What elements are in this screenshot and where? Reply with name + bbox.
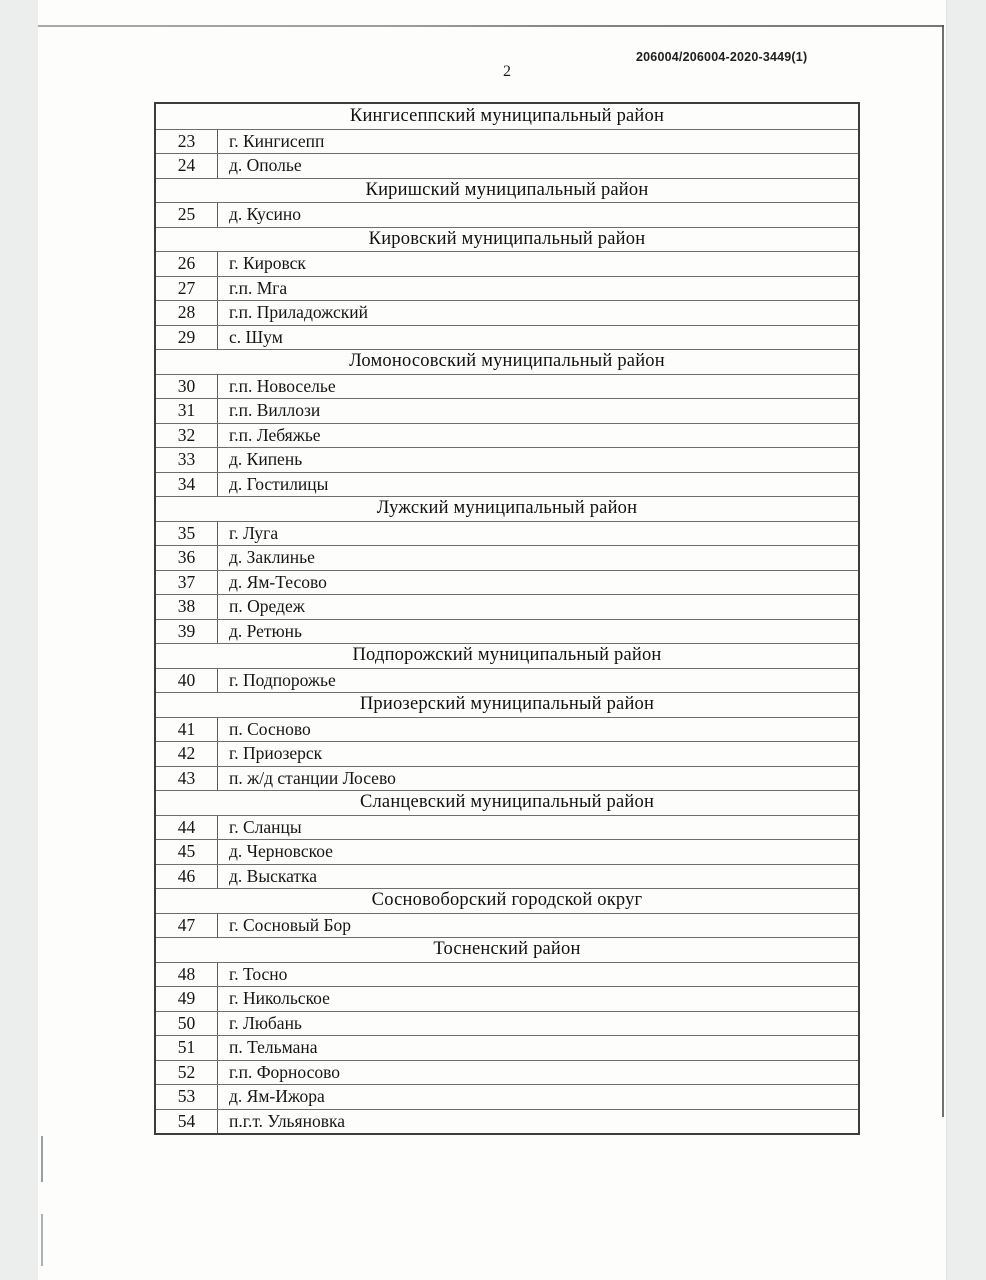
row-number-cell — [156, 742, 218, 766]
table-row — [156, 276, 858, 301]
row-number: 33 — [177, 449, 196, 470]
table-row — [156, 1060, 858, 1085]
row-name: г. Приозерск — [229, 743, 323, 764]
section-title: Ломоносовский муниципальный район — [349, 351, 665, 372]
row-name-cell — [218, 155, 858, 176]
table-row — [156, 521, 858, 546]
row-number: 24 — [177, 155, 196, 176]
row-name: д. Гостилицы — [229, 473, 329, 494]
row-number: 53 — [177, 1086, 196, 1107]
row-number-cell — [156, 154, 218, 178]
row-name-cell — [218, 841, 858, 862]
row-name: г. Кировск — [229, 253, 306, 274]
row-number-cell — [156, 595, 218, 619]
row-number: 27 — [177, 277, 196, 298]
row-name: д. Ополье — [229, 155, 302, 176]
row-number: 32 — [177, 424, 196, 445]
section-title: Киришский муниципальный район — [365, 179, 649, 200]
row-number-cell — [156, 1085, 218, 1109]
row-name-cell — [218, 1013, 858, 1034]
row-name: п. Сосново — [229, 718, 311, 739]
row-name: п. Тельмана — [229, 1037, 318, 1058]
row-number-cell — [156, 987, 218, 1011]
row-name: г.п. Новоселье — [229, 375, 336, 396]
row-number: 29 — [177, 326, 196, 347]
table-row — [156, 864, 858, 889]
row-number: 37 — [177, 571, 196, 592]
section-header-row — [156, 937, 858, 962]
row-name-cell — [218, 1062, 858, 1083]
row-name: г. Кингисепп — [229, 130, 325, 151]
table-row — [156, 325, 858, 350]
table-row — [156, 545, 858, 570]
row-number-cell — [156, 571, 218, 595]
table-row — [156, 300, 858, 325]
row-name: г. Никольское — [229, 988, 330, 1009]
row-name-cell — [218, 1037, 858, 1058]
section-header-row — [156, 643, 858, 668]
row-name-cell — [218, 425, 858, 446]
scan-artifact — [41, 1214, 43, 1266]
row-name-cell — [218, 400, 858, 421]
row-name: п. Оредеж — [229, 596, 305, 617]
row-number: 42 — [177, 743, 196, 764]
table-row — [156, 913, 858, 938]
row-name: д. Выскатка — [229, 865, 318, 886]
row-number: 38 — [177, 596, 196, 617]
table-row — [156, 472, 858, 497]
table-row — [156, 1035, 858, 1060]
table-row — [156, 668, 858, 693]
row-number: 46 — [177, 865, 196, 886]
row-name-cell — [218, 743, 858, 764]
section-header-row — [156, 178, 858, 203]
table-row — [156, 1011, 858, 1036]
row-number-cell — [156, 718, 218, 742]
row-name: г. Сланцы — [229, 816, 302, 837]
row-name-cell — [218, 1086, 858, 1107]
row-name: г.п. Виллози — [229, 400, 321, 421]
table-row — [156, 202, 858, 227]
row-number-cell — [156, 473, 218, 497]
row-name-cell — [218, 670, 858, 691]
row-number: 43 — [177, 767, 196, 788]
table-row — [156, 153, 858, 178]
table-row — [156, 129, 858, 154]
row-name-cell — [218, 204, 858, 225]
table-row — [156, 423, 858, 448]
row-number: 28 — [177, 302, 196, 323]
table-row — [156, 570, 858, 595]
row-name: г.п. Лебяжье — [229, 424, 321, 445]
row-name-cell — [218, 719, 858, 740]
row-number-cell — [156, 1061, 218, 1085]
row-name-cell — [218, 523, 858, 544]
row-name: д. Кипень — [229, 449, 303, 470]
row-number: 47 — [177, 914, 196, 935]
row-name-cell — [218, 988, 858, 1009]
table-row — [156, 815, 858, 840]
table-row — [156, 1084, 858, 1109]
row-name-cell — [218, 596, 858, 617]
row-number-cell — [156, 424, 218, 448]
table-row — [156, 447, 858, 472]
table-row — [156, 1109, 858, 1134]
row-number: 50 — [177, 1012, 196, 1033]
row-number: 23 — [177, 130, 196, 151]
row-name: д. Заклинье — [229, 547, 315, 568]
table-row — [156, 594, 858, 619]
row-name: д. Кусино — [229, 204, 302, 225]
row-name: г. Подпорожье — [229, 669, 336, 690]
row-number: 25 — [177, 204, 196, 225]
scan-right-edge-line — [942, 25, 944, 1117]
row-name-cell — [218, 376, 858, 397]
row-number-cell — [156, 301, 218, 325]
doc-number: 206004/206004-2020-3449(1) — [636, 50, 808, 64]
row-name: г. Сосновый Бор — [229, 914, 352, 935]
row-name: г. Луга — [229, 522, 279, 543]
row-name-cell — [218, 327, 858, 348]
row-number: 54 — [177, 1110, 196, 1131]
section-header-row — [156, 104, 858, 129]
row-number-cell — [156, 252, 218, 276]
section-header-row — [156, 790, 858, 815]
row-name: п. ж/д станции Лосево — [229, 767, 396, 788]
row-number: 49 — [177, 988, 196, 1009]
row-name: г. Любань — [229, 1012, 302, 1033]
section-header-row — [156, 349, 858, 374]
row-name: г.п. Форносово — [229, 1061, 340, 1082]
row-name-cell — [218, 621, 858, 642]
row-number-cell — [156, 375, 218, 399]
row-number: 26 — [177, 253, 196, 274]
row-name-cell — [218, 302, 858, 323]
table-row — [156, 619, 858, 644]
row-number: 36 — [177, 547, 196, 568]
row-name-cell — [218, 768, 858, 789]
row-number-cell — [156, 203, 218, 227]
row-name-cell — [218, 1111, 858, 1132]
row-name-cell — [218, 449, 858, 470]
row-number: 39 — [177, 620, 196, 641]
scan-top-edge-line — [38, 25, 944, 27]
row-name: д. Ям-Ижора — [229, 1086, 325, 1107]
row-name-cell — [218, 253, 858, 274]
row-number-cell — [156, 130, 218, 154]
row-number: 45 — [177, 841, 196, 862]
table-row — [156, 839, 858, 864]
page-number: 2 — [503, 63, 511, 80]
row-number: 31 — [177, 400, 196, 421]
row-name: д. Ям-Тесово — [229, 571, 327, 592]
section-title: Сланцевский муниципальный район — [359, 792, 655, 813]
row-number-cell — [156, 399, 218, 423]
table-row — [156, 251, 858, 276]
row-number-cell — [156, 669, 218, 693]
section-title: Кировский муниципальный район — [368, 228, 646, 249]
section-title: Подпорожский муниципальный район — [352, 645, 662, 666]
section-title: Лужский муниципальный район — [376, 498, 638, 519]
row-name-cell — [218, 131, 858, 152]
row-number-cell — [156, 448, 218, 472]
row-number-cell — [156, 277, 218, 301]
row-number-cell — [156, 1110, 218, 1134]
section-title: Тосненский район — [433, 939, 581, 960]
section-title: Приозерский муниципальный район — [359, 694, 655, 715]
row-number: 51 — [177, 1037, 196, 1058]
scan-artifact — [41, 1136, 43, 1182]
section-header-row — [156, 227, 858, 252]
row-number-cell — [156, 767, 218, 791]
row-number-cell — [156, 865, 218, 889]
table-row — [156, 962, 858, 987]
row-number-cell — [156, 914, 218, 938]
row-name-cell — [218, 817, 858, 838]
table-row — [156, 374, 858, 399]
row-number: 30 — [177, 375, 196, 396]
section-header-row — [156, 888, 858, 913]
row-number-cell — [156, 1012, 218, 1036]
table-row — [156, 741, 858, 766]
row-name-cell — [218, 915, 858, 936]
row-number-cell — [156, 546, 218, 570]
scan-edge-left — [0, 0, 38, 1280]
row-number-cell — [156, 963, 218, 987]
row-number-cell — [156, 1036, 218, 1060]
row-number-cell — [156, 522, 218, 546]
row-name: с. Шум — [229, 326, 283, 347]
row-name-cell — [218, 866, 858, 887]
row-name: г.п. Приладожский — [229, 302, 368, 323]
row-name-cell — [218, 572, 858, 593]
row-number-cell — [156, 840, 218, 864]
row-number: 35 — [177, 522, 196, 543]
row-number: 34 — [177, 473, 196, 494]
municipal-settlements-table — [154, 102, 860, 1135]
row-name: г. Тосно — [229, 963, 288, 984]
section-header-row — [156, 496, 858, 521]
row-number: 41 — [177, 718, 196, 739]
row-name: г.п. Мга — [229, 277, 288, 298]
table-row — [156, 398, 858, 423]
table-row — [156, 717, 858, 742]
row-number: 52 — [177, 1061, 196, 1082]
row-name-cell — [218, 278, 858, 299]
row-name: п.г.т. Ульяновка — [229, 1110, 345, 1131]
table-row — [156, 986, 858, 1011]
row-name: д. Черновское — [229, 841, 333, 862]
row-name: д. Ретюнь — [229, 620, 302, 641]
section-header-row — [156, 692, 858, 717]
row-number: 44 — [177, 816, 196, 837]
row-name-cell — [218, 964, 858, 985]
row-number-cell — [156, 620, 218, 644]
table-row — [156, 766, 858, 791]
row-name-cell — [218, 547, 858, 568]
row-number: 40 — [177, 669, 196, 690]
row-number: 48 — [177, 963, 196, 984]
row-number-cell — [156, 816, 218, 840]
section-title: Кингисеппский муниципальный район — [349, 105, 665, 126]
row-name-cell — [218, 474, 858, 495]
row-number-cell — [156, 326, 218, 350]
scan-edge-right — [946, 0, 986, 1280]
section-title: Сосновоборский городской округ — [371, 890, 643, 911]
